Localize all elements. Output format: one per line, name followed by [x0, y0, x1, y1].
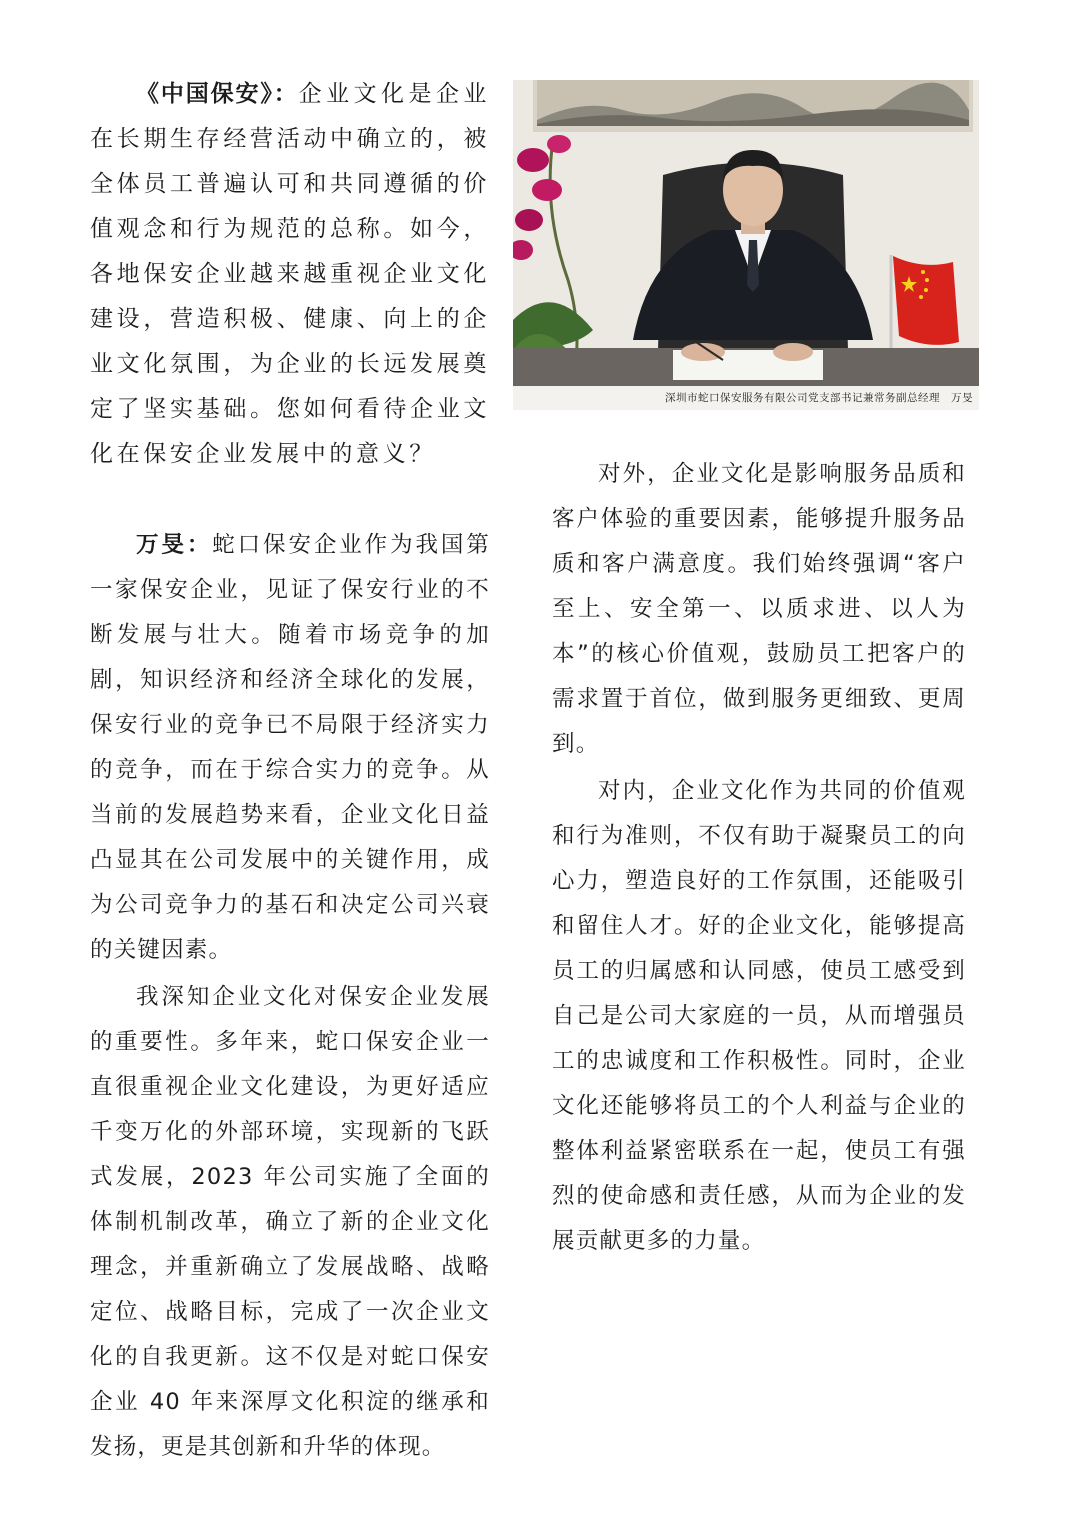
- answer-paragraph-4: 对内，企业文化作为共同的价值观和行为准则，不仅有助于凝聚员工的向心力，塑造良好的工作氛围，还能吸引和留住人才。好的企业文化，能够提高员工的归属感和认同感，使员工感受到自己是公司大家庭的一员，从而增强员工的忠诚度和工作积极性。同时，企业文化还能够将员工的个人利益与企业的整体利益紧密联系在一起，使员工有强烈的使命感和责任感，从而为企业的发展贡献更多的力量。: [552, 778, 966, 1254]
- right-column: [552, 452, 966, 1264]
- answer-paragraph-1: [90, 523, 490, 973]
- question-text: 企业文化是企业在长期生存经营活动中确立的，被全体员工普遍认可和共同遵循的价值观念和行为规范的总称。如今，各地保安企业越来越重视企业文化建设，营造积极、健康、向上的企业文化氛围，为企业的长远发展奠定了坚实基础。您如何看待企业文化在保安企业发展中的意义？: [90, 81, 491, 467]
- photo-caption: 深圳市蛇口保安服务有限公司党支部书记兼常务副总经理 万旻: [513, 386, 979, 410]
- answer-label: 万旻：: [136, 532, 213, 558]
- answer-paragraph-3: 对外，企业文化是影响服务品质和客户体验的重要因素，能够提升服务品质和客户满意度。我们始终强调“客户至上、安全第一、以质求进、以人为本”的核心价值观，鼓励员工把客户的需求置于首位，做到服务更细致、更周到。: [552, 461, 966, 757]
- answer-paragraph-2: 我深知企业文化对保安企业发展的重要性。多年来，蛇口保安企业一直很重视企业文化建设，为更好适应千变万化的外部环境，实现新的飞跃式发展，2023 年公司实施了全面的体制机制改革，确立了新的企业文化理念，并重新确立了发展战略、战略定位、战略目标，完成了一次企业文化的自我更新。这不仅是对蛇口保安企业 40 年来深厚文化积淀的继承和发扬，更是其创新和升华的体现。: [90, 984, 490, 1460]
- answer-text-1: 蛇口保安企业作为我国第一家保安企业，见证了保安行业的不断发展与壮大。随着市场竞争的加剧，知识经济和经济全球化的发展，保安行业的竞争已不局限于经济实力的竞争，而在于综合实力的竞争。从当前的发展趋势来看，企业文化日益凸显其在公司发展中的关键作用，成为公司竞争力的基石和决定公司兴衰的关键因素。: [90, 532, 491, 963]
- question-label: 《中国保安》：: [136, 81, 299, 107]
- interview-question: [90, 72, 490, 477]
- portrait-photo: [513, 80, 979, 410]
- left-column: [90, 72, 490, 1470]
